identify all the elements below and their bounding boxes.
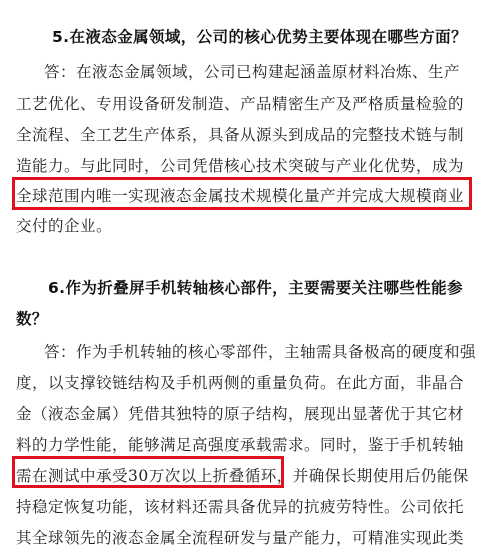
section5-line: 造能力。与此同时，公司凭借核心技术突破与产业化优势，成为	[16, 157, 465, 175]
section5-line: 工艺优化、专用设备研发制造、产品精密生产及严格质量检验的	[16, 95, 465, 113]
section5-line: 全流程、全工艺生产体系，具备从源头到成品的完整技术链与制	[16, 126, 465, 144]
section5-title: 5.在液态金属领域，公司的核心优势主要体现在哪些方面？	[52, 28, 467, 46]
section6-title: 6.作为折叠屏手机转轴核心部件，主要需要关注哪些性能参	[48, 279, 463, 297]
section6-line: 持稳定恢复功能，该材料还需具备优异的抗疲劳特性。公司依托	[16, 498, 465, 516]
section6-line: 其全球领先的液态金属全流程研发与量产能力，可精准实现此类	[16, 529, 465, 547]
section5-line: 交付的企业。	[16, 217, 113, 235]
section6-line: 答：作为手机转轴的核心零部件，主轴需具备极高的硬度和强	[44, 343, 477, 361]
section5-line: 答：在液态金属领域，公司已构建起涵盖原材料冶炼、生产	[44, 63, 461, 81]
section5-line-highlighted: 全球范围内唯一实现液态金属技术规模化量产并完成大规模商业	[16, 187, 465, 205]
section6-title-continued: 数？	[16, 310, 48, 328]
section6-line-highlighted: 需在测试中承受30万次以上折叠循环，并确保长期使用后仍能保	[16, 467, 469, 485]
section6-line: 金（液态金属）凭借其独特的原子结构，展现出显著优于其它材	[16, 405, 465, 423]
section6-line: 度，以支撑铰链结构及手机两侧的重量负荷。在此方面，非晶合	[16, 374, 465, 392]
section6-line: 料的力学性能，能够满足高强度承载需求。同时，鉴于手机转轴	[16, 436, 465, 454]
